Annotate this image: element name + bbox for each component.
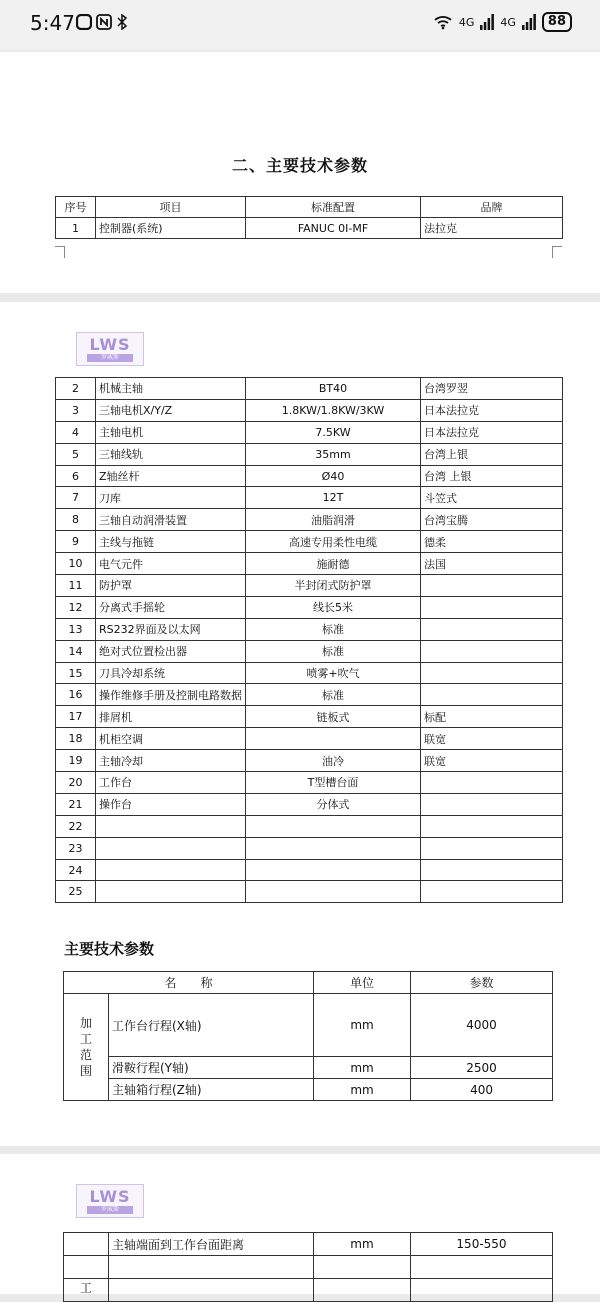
notification-icons — [76, 14, 128, 30]
page-corner-mark — [552, 246, 562, 247]
brand — [421, 881, 563, 903]
standard-config: Ø40 — [246, 465, 421, 487]
table-row — [56, 640, 563, 662]
table-row — [64, 1233, 553, 1256]
table-cell — [109, 1279, 314, 1302]
brand: 日本法拉克 — [421, 421, 563, 443]
standard-config — [246, 837, 421, 859]
param-value: 4000 — [411, 994, 553, 1057]
section2-title: 主要技术参数 — [64, 940, 155, 958]
standard-config — [246, 815, 421, 837]
table-cell — [109, 1256, 314, 1279]
row-number: 24 — [56, 859, 96, 881]
row-number: 15 — [56, 662, 96, 684]
row-number: 10 — [56, 553, 96, 575]
table-cell — [314, 1279, 411, 1302]
row-number: 17 — [56, 706, 96, 728]
table-row — [56, 443, 563, 465]
table-row — [56, 575, 563, 597]
status-time: 5:47 — [30, 11, 75, 35]
document-page-1 — [0, 52, 600, 293]
table-row — [56, 553, 563, 575]
standard-config: 标准 — [246, 618, 421, 640]
table-row — [56, 596, 563, 618]
header-unit: 单位 — [314, 972, 411, 994]
tech-params-table-cont — [63, 1232, 553, 1302]
logo-text: LWS — [89, 335, 131, 354]
item-name — [96, 815, 246, 837]
table-cell — [314, 1256, 411, 1279]
standard-config: 高速专用柔性电缆 — [246, 531, 421, 553]
item-name: 电气元件 — [96, 553, 246, 575]
table-row — [56, 750, 563, 772]
table-row — [56, 793, 563, 815]
table-cell — [64, 1233, 109, 1256]
brand — [421, 662, 563, 684]
table-row — [56, 662, 563, 684]
param-name: 滑鞍行程(Y轴) — [109, 1057, 314, 1079]
item-name: 绝对式位置检出器 — [96, 640, 246, 662]
table-row — [56, 218, 563, 239]
row-number: 9 — [56, 531, 96, 553]
table-row — [56, 378, 563, 400]
table-row — [56, 859, 563, 881]
param-value: 150-550 — [411, 1233, 553, 1256]
row-number: 6 — [56, 465, 96, 487]
param-unit: mm — [314, 1233, 411, 1256]
param-name: 工作台行程(X轴) — [109, 994, 314, 1057]
logo-subtext: 罗威斯 — [87, 1206, 133, 1214]
item-name: RS232界面及以太网 — [96, 618, 246, 640]
param-value: 400 — [411, 1079, 553, 1101]
item-name: 刀库 — [96, 487, 246, 509]
table-row — [64, 994, 553, 1057]
item-name: 分离式手摇轮 — [96, 596, 246, 618]
item-name — [96, 837, 246, 859]
section-title: 二、主要技术参数 — [231, 156, 368, 175]
standard-config: 喷雾+吹气 — [246, 662, 421, 684]
table-row — [64, 1279, 553, 1302]
row-number: 3 — [56, 399, 96, 421]
header-cell: 项目 — [96, 197, 246, 218]
row-number: 7 — [56, 487, 96, 509]
table-row — [64, 1256, 553, 1279]
standard-config: 12T — [246, 487, 421, 509]
battery-indicator: 88 — [542, 12, 572, 32]
standard-config: 标准 — [246, 640, 421, 662]
table-row — [56, 421, 563, 443]
table-row — [56, 706, 563, 728]
table-row — [56, 815, 563, 837]
standard-config: 线长5米 — [246, 596, 421, 618]
standard-config — [246, 859, 421, 881]
item-name: 主轴电机 — [96, 421, 246, 443]
header-cell: 序号 — [56, 197, 96, 218]
standard-config: 油脂润滑 — [246, 509, 421, 531]
standard-config: 半封闭式防护罩 — [246, 575, 421, 597]
document-page-3 — [0, 1154, 600, 1294]
company-logo — [76, 1184, 144, 1218]
row-number: 14 — [56, 640, 96, 662]
table-row — [56, 399, 563, 421]
header-cell: 标准配置 — [246, 197, 421, 218]
page-corner-mark — [64, 246, 65, 258]
standard-config: 标准 — [246, 684, 421, 706]
item-name: 三轴自动润滑装置 — [96, 509, 246, 531]
header-name: 名 称 — [64, 972, 314, 994]
table-row — [56, 618, 563, 640]
item-name — [96, 881, 246, 903]
brand: 标配 — [421, 706, 563, 728]
table-row — [56, 881, 563, 903]
standard-config — [246, 728, 421, 750]
config-table — [55, 377, 563, 903]
standard-config: 分体式 — [246, 793, 421, 815]
table-row — [56, 509, 563, 531]
status-bar — [0, 0, 600, 50]
row-number: 25 — [56, 881, 96, 903]
table-row — [56, 465, 563, 487]
network-label-1: 4G — [458, 15, 475, 29]
brand: 台湾 上银 — [421, 465, 563, 487]
app-notification-icon — [76, 14, 92, 30]
standard-config: 链板式 — [246, 706, 421, 728]
brand — [421, 859, 563, 881]
brand — [421, 684, 563, 706]
table-row — [56, 728, 563, 750]
brand — [421, 793, 563, 815]
table-header-row — [64, 972, 553, 994]
row-number: 23 — [56, 837, 96, 859]
brand — [421, 575, 563, 597]
row-number: 22 — [56, 815, 96, 837]
table-header-row — [56, 197, 563, 218]
item-name: 操作台 — [96, 793, 246, 815]
row-number: 13 — [56, 618, 96, 640]
standard-config: 1.8KW/1.8KW/3KW — [246, 399, 421, 421]
table-cell: 法拉克 — [421, 218, 563, 239]
bluetooth-icon — [116, 14, 128, 30]
param-name: 主轴箱行程(Z轴) — [109, 1079, 314, 1101]
row-number: 11 — [56, 575, 96, 597]
param-name: 主轴端面到工作台面距离 — [109, 1233, 314, 1256]
table-row — [56, 837, 563, 859]
row-number: 18 — [56, 728, 96, 750]
standard-config — [246, 881, 421, 903]
standard-config: BT40 — [246, 378, 421, 400]
table-cell: 1 — [56, 218, 96, 239]
brand — [421, 618, 563, 640]
table-row — [64, 1057, 553, 1079]
table-row — [56, 684, 563, 706]
item-name: 主轴冷却 — [96, 750, 246, 772]
signal-icon-2 — [522, 14, 536, 30]
standard-config: 油冷 — [246, 750, 421, 772]
brand: 联宽 — [421, 750, 563, 772]
item-name: 主线与拖链 — [96, 531, 246, 553]
table-cell — [411, 1279, 553, 1302]
standard-config: 35mm — [246, 443, 421, 465]
item-name: Z轴丝杆 — [96, 465, 246, 487]
row-number: 4 — [56, 421, 96, 443]
item-name: 机械主轴 — [96, 378, 246, 400]
table-row — [56, 772, 563, 794]
brand — [421, 837, 563, 859]
brand — [421, 772, 563, 794]
company-logo — [76, 332, 144, 366]
standard-config: 7.5KW — [246, 421, 421, 443]
row-number: 12 — [56, 596, 96, 618]
row-number: 20 — [56, 772, 96, 794]
item-name: 三轴电机X/Y/Z — [96, 399, 246, 421]
signal-icon — [480, 14, 494, 30]
item-name: 刀具冷却系统 — [96, 662, 246, 684]
param-unit: mm — [314, 994, 411, 1057]
brand: 法国 — [421, 553, 563, 575]
group-label: 加 工 范 围 — [64, 994, 109, 1101]
standard-config: 施耐德 — [246, 553, 421, 575]
param-unit: mm — [314, 1079, 411, 1101]
header-param: 参数 — [411, 972, 553, 994]
logo-text: LWS — [89, 1187, 131, 1206]
row-number: 16 — [56, 684, 96, 706]
table-cell — [64, 1256, 109, 1279]
item-name: 工作台 — [96, 772, 246, 794]
table-cell: FANUC 0I-MF — [246, 218, 421, 239]
row-number: 2 — [56, 378, 96, 400]
tech-params-table — [63, 971, 553, 1101]
nfc-icon — [96, 14, 112, 30]
item-name: 机柜空调 — [96, 728, 246, 750]
brand — [421, 596, 563, 618]
brand — [421, 640, 563, 662]
config-table-header — [55, 196, 563, 239]
table-cell: 控制器(系统) — [96, 218, 246, 239]
item-name: 操作维修手册及控制电路数据 — [96, 684, 246, 706]
table-row — [64, 1079, 553, 1101]
table-cell — [411, 1256, 553, 1279]
item-name: 排屑机 — [96, 706, 246, 728]
header-cell: 品牌 — [421, 197, 563, 218]
row-number: 19 — [56, 750, 96, 772]
brand: 斗笠式 — [421, 487, 563, 509]
brand — [421, 815, 563, 837]
item-name — [96, 859, 246, 881]
row-number: 5 — [56, 443, 96, 465]
param-value: 2500 — [411, 1057, 553, 1079]
brand: 日本法拉克 — [421, 399, 563, 421]
brand: 台湾宝腾 — [421, 509, 563, 531]
brand: 联宽 — [421, 728, 563, 750]
brand: 台湾上银 — [421, 443, 563, 465]
group-label: 工 — [64, 1279, 109, 1302]
row-number: 21 — [56, 793, 96, 815]
row-number: 8 — [56, 509, 96, 531]
standard-config: T型槽台面 — [246, 772, 421, 794]
table-row — [56, 487, 563, 509]
brand: 德柔 — [421, 531, 563, 553]
document-page-2 — [0, 302, 600, 1146]
item-name: 防护罩 — [96, 575, 246, 597]
wifi-icon — [433, 14, 453, 30]
param-unit: mm — [314, 1057, 411, 1079]
item-name: 三轴线轨 — [96, 443, 246, 465]
network-label-2: 4G — [500, 15, 516, 29]
page-corner-mark — [552, 246, 553, 258]
brand: 台湾罗翌 — [421, 378, 563, 400]
logo-subtext: 罗威斯 — [87, 354, 133, 362]
table-row — [56, 531, 563, 553]
